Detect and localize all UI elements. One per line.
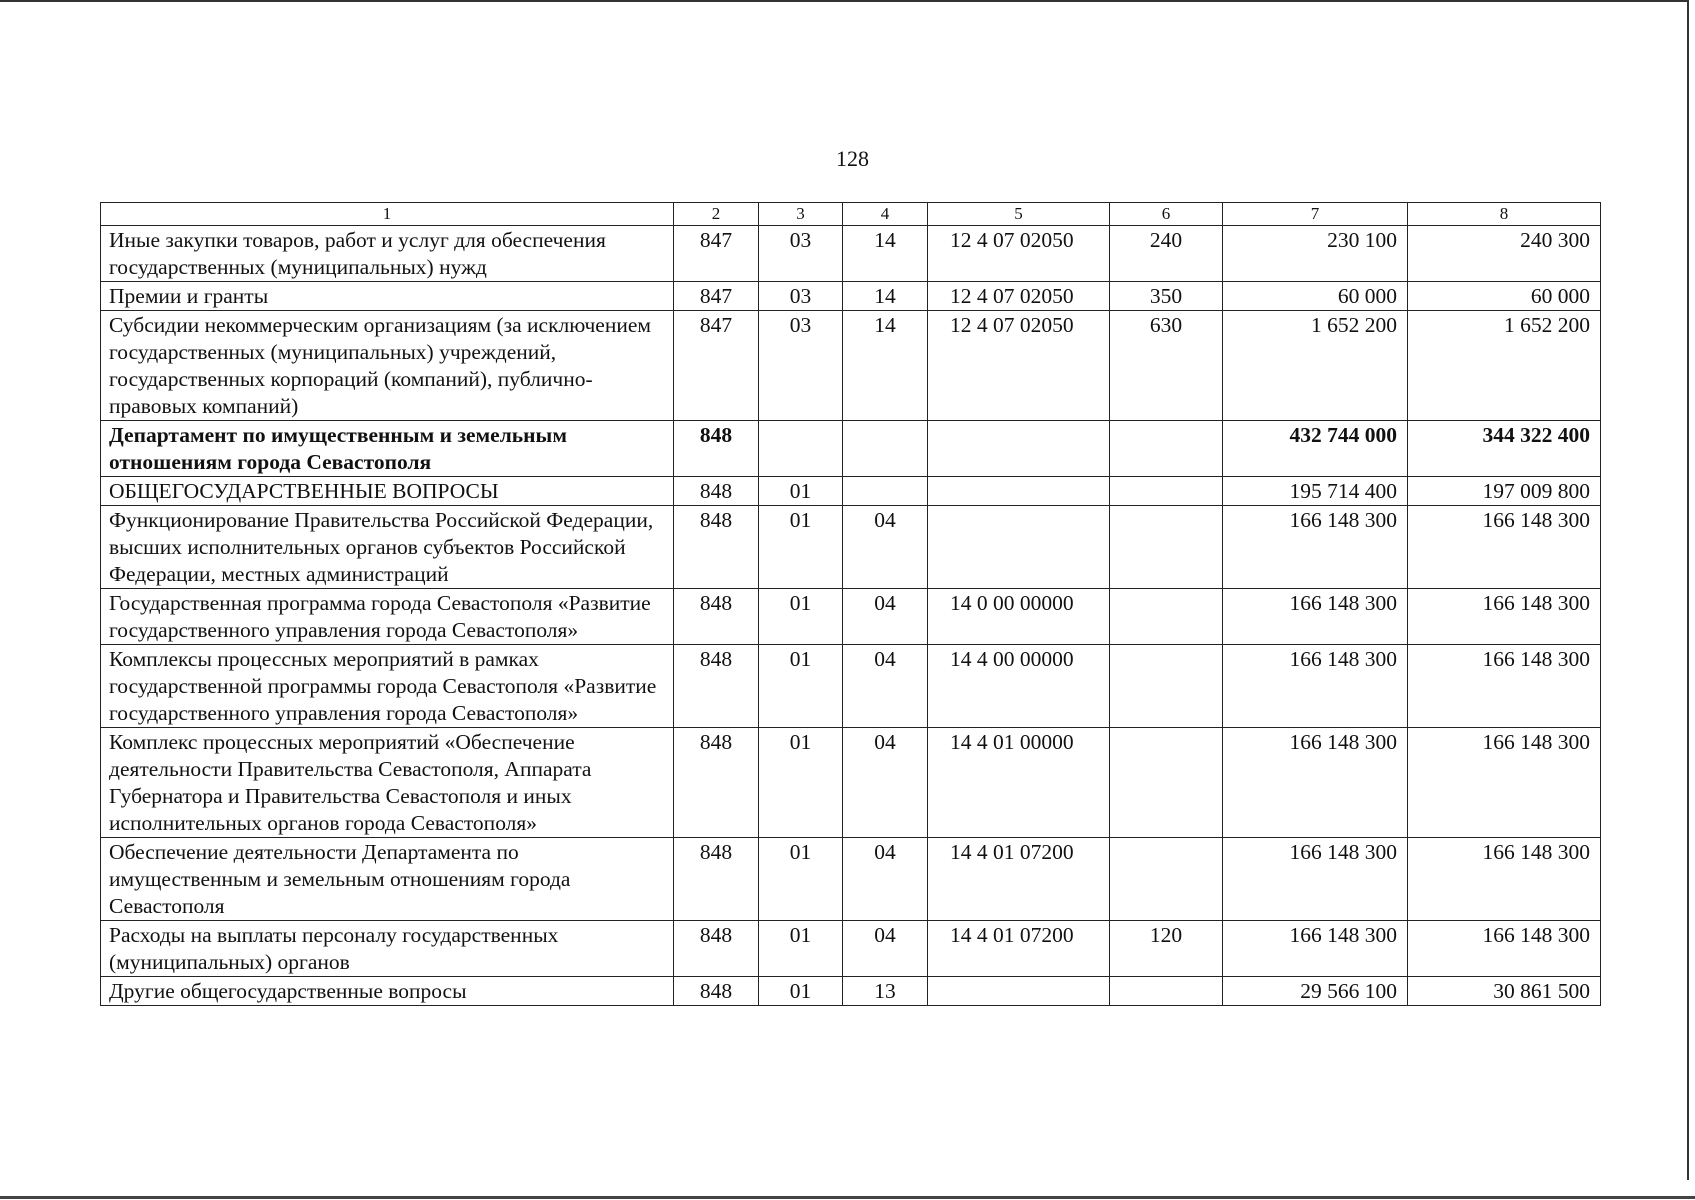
target-article-cell: 14 4 00 00000 [928,645,1110,728]
row-name-cell: Обеспечение деятельности Департамента по имущественным и земельным отношениям города Севастополя [101,838,674,921]
column-header: 8 [1408,203,1601,226]
target-article-cell [928,977,1110,1006]
section-code-cell: 01 [759,977,843,1006]
target-article-cell: 14 4 01 07200 [928,838,1110,921]
expense-type-cell [1110,421,1223,477]
subsection-code-cell: 04 [843,838,928,921]
target-article-cell [928,477,1110,506]
page-frame-bottom [0,1196,1695,1199]
table-row [101,226,1601,282]
table-row [101,838,1601,921]
section-code-cell: 03 [759,226,843,282]
amount-col8-cell: 60 000 [1408,282,1601,311]
page-frame-top [0,0,1689,2]
row-name-cell: Другие общегосударственные вопросы [101,977,674,1006]
amount-col7-cell: 60 000 [1223,282,1408,311]
table-row [101,977,1601,1006]
target-article-cell: 12 4 07 02050 [928,282,1110,311]
admin-code-cell: 848 [674,506,759,589]
section-code-cell: 01 [759,921,843,977]
subsection-code-cell: 13 [843,977,928,1006]
expense-type-cell: 240 [1110,226,1223,282]
admin-code-cell: 848 [674,589,759,645]
column-header: 5 [928,203,1110,226]
subsection-code-cell: 04 [843,645,928,728]
section-code-cell [759,421,843,477]
amount-col8-cell: 1 652 200 [1408,311,1601,421]
table-row [101,477,1601,506]
amount-col7-cell: 166 148 300 [1223,506,1408,589]
section-code-cell: 03 [759,311,843,421]
table-row [101,589,1601,645]
table-row [101,645,1601,728]
expense-type-cell: 350 [1110,282,1223,311]
expense-type-cell [1110,589,1223,645]
admin-code-cell: 847 [674,282,759,311]
admin-code-cell: 848 [674,477,759,506]
subsection-code-cell [843,477,928,506]
subsection-code-cell: 04 [843,728,928,838]
subsection-code-cell: 14 [843,282,928,311]
page-number: 128 [836,146,869,171]
expense-type-cell: 630 [1110,311,1223,421]
amount-col8-cell: 166 148 300 [1408,728,1601,838]
amount-col7-cell: 432 744 000 [1223,421,1408,477]
budget-table [100,202,1601,1006]
row-name-cell: Функционирование Правительства Российской Федерации, высших исполнительных органов субъектов Российской Федерации, местных администраций [101,506,674,589]
table-row [101,311,1601,421]
row-name-cell: Комплекс процессных мероприятий «Обеспечение деятельности Правительства Севастополя, Аппарата Губернатора и Правительства Севастополя и иных исполнительных органов города Севастополя» [101,728,674,838]
expense-type-cell [1110,506,1223,589]
column-header: 1 [101,203,674,226]
section-code-cell: 01 [759,477,843,506]
amount-col8-cell: 166 148 300 [1408,506,1601,589]
section-code-cell: 01 [759,506,843,589]
table-row [101,282,1601,311]
section-code-cell: 03 [759,282,843,311]
column-header: 7 [1223,203,1408,226]
amount-col8-cell: 344 322 400 [1408,421,1601,477]
target-article-cell: 12 4 07 02050 [928,311,1110,421]
row-name-cell: Расходы на выплаты персоналу государственных (муниципальных) органов [101,921,674,977]
column-header: 4 [843,203,928,226]
table-header-row [101,203,1601,226]
section-code-cell: 01 [759,589,843,645]
amount-col7-cell: 230 100 [1223,226,1408,282]
amount-col7-cell: 29 566 100 [1223,977,1408,1006]
amount-col8-cell: 166 148 300 [1408,838,1601,921]
target-article-cell [928,421,1110,477]
row-name-cell: Государственная программа города Севастополя «Развитие государственного управления города Севастополя» [101,589,674,645]
amount-col8-cell: 166 148 300 [1408,645,1601,728]
amount-col7-cell: 166 148 300 [1223,838,1408,921]
table-row [101,421,1601,477]
admin-code-cell: 848 [674,728,759,838]
row-name-cell: Комплексы процессных мероприятий в рамках государственной программы города Севастополя «Развитие государственного управления города Севастополя» [101,645,674,728]
amount-col7-cell: 166 148 300 [1223,728,1408,838]
admin-code-cell: 847 [674,311,759,421]
table-body [101,226,1601,1006]
target-article-cell: 14 4 01 00000 [928,728,1110,838]
amount-col7-cell: 166 148 300 [1223,589,1408,645]
expense-type-cell [1110,977,1223,1006]
amount-col7-cell: 1 652 200 [1223,311,1408,421]
amount-col8-cell: 240 300 [1408,226,1601,282]
amount-col7-cell: 195 714 400 [1223,477,1408,506]
amount-col8-cell: 197 009 800 [1408,477,1601,506]
expense-type-cell [1110,477,1223,506]
expense-type-cell [1110,645,1223,728]
table-row [101,921,1601,977]
table-row [101,506,1601,589]
admin-code-cell: 848 [674,645,759,728]
amount-col8-cell: 166 148 300 [1408,589,1601,645]
expense-type-cell [1110,728,1223,838]
target-article-cell: 14 0 00 00000 [928,589,1110,645]
target-article-cell: 12 4 07 02050 [928,226,1110,282]
subsection-code-cell: 14 [843,311,928,421]
section-code-cell: 01 [759,645,843,728]
target-article-cell [928,506,1110,589]
row-name-cell: Департамент по имущественным и земельным отношениям города Севастополя [101,421,674,477]
row-name-cell: Премии и гранты [101,282,674,311]
expense-type-cell: 120 [1110,921,1223,977]
amount-col8-cell: 166 148 300 [1408,921,1601,977]
target-article-cell: 14 4 01 07200 [928,921,1110,977]
column-header: 6 [1110,203,1223,226]
subsection-code-cell: 04 [843,506,928,589]
page-frame-right [1687,0,1689,1180]
table-row [101,728,1601,838]
section-code-cell: 01 [759,838,843,921]
section-code-cell: 01 [759,728,843,838]
admin-code-cell: 847 [674,226,759,282]
subsection-code-cell: 04 [843,921,928,977]
admin-code-cell: 848 [674,921,759,977]
amount-col7-cell: 166 148 300 [1223,921,1408,977]
admin-code-cell: 848 [674,977,759,1006]
row-name-cell: Субсидии некоммерческим организациям (за исключением государственных (муниципальных) учреждений, государственных корпораций (компаний), публично-правовых компаний) [101,311,674,421]
amount-col8-cell: 30 861 500 [1408,977,1601,1006]
admin-code-cell: 848 [674,838,759,921]
amount-col7-cell: 166 148 300 [1223,645,1408,728]
admin-code-cell: 848 [674,421,759,477]
column-header: 3 [759,203,843,226]
column-header: 2 [674,203,759,226]
expense-type-cell [1110,838,1223,921]
subsection-code-cell [843,421,928,477]
row-name-cell: Иные закупки товаров, работ и услуг для обеспечения государственных (муниципальных) нужд [101,226,674,282]
row-name-cell: ОБЩЕГОСУДАРСТВЕННЫЕ ВОПРОСЫ [101,477,674,506]
subsection-code-cell: 14 [843,226,928,282]
subsection-code-cell: 04 [843,589,928,645]
